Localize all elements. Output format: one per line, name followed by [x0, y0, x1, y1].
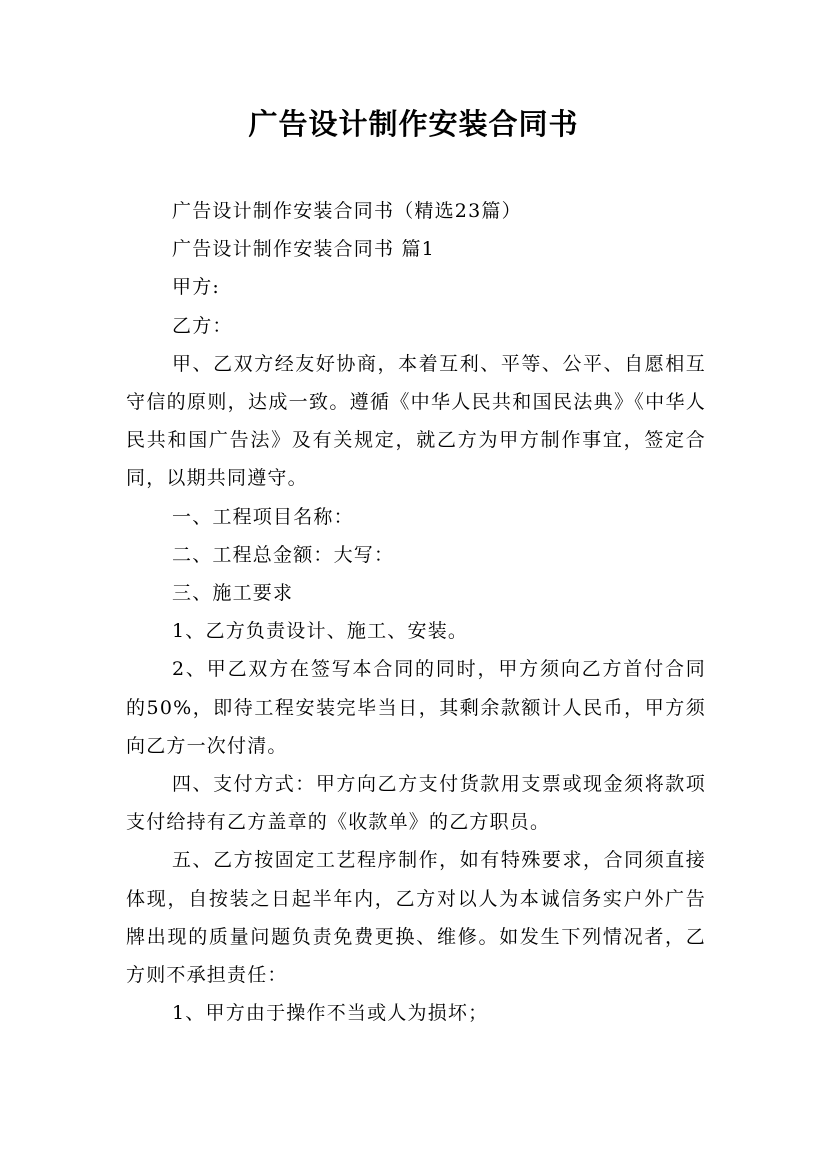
paragraph-section-heading: 广告设计制作安装合同书 篇1: [172, 238, 435, 261]
document-body: [126, 192, 706, 1032]
paragraph-party-a: 甲方:: [172, 276, 221, 299]
paragraph-exception-1: 1、甲方由于操作不当或人为损坏；: [172, 1002, 489, 1025]
document-title: 广告设计制作安装合同书: [248, 107, 579, 141]
paragraph-preamble: 甲、乙双方经友好协商，本着互利、平等、公平、自愿相互守信的原则，达成一致。遵循《中华人民共和国民法典》《中华人民共和国广告法》及有关规定，就乙方为甲方制作事宜，签定合同，以期共同遵守。: [126, 352, 706, 490]
paragraph-total-amount: 二、工程总金额：大写：: [172, 543, 395, 566]
paragraph-subtitle: 广告设计制作安装合同书（精选23篇）: [172, 200, 522, 222]
paragraph-requirement-2: 2、甲乙双方在签写本合同的同时，甲方须向乙方首付合同的50%，即待工程安装完毕当日，其剩余款额计人民币，甲方须向乙方一次付清。: [126, 658, 706, 757]
paragraph-requirement-1: 1、乙方负责设计、施工、安装。: [172, 620, 469, 643]
paragraph-construction-requirements: 三、施工要求: [172, 582, 294, 605]
paragraph-warranty: 五、乙方按固定工艺程序制作，如有特殊要求，合同须直接体现，自按装之日起半年内，乙方对以人为本诚信务实户外广告牌出现的质量问题负责免费更换、维修。如发生下列情况者，乙方则不承担责任：: [126, 849, 706, 987]
paragraph-party-b: 乙方：: [172, 314, 233, 337]
paragraph-payment-method: 四、支付方式：甲方向乙方支付货款用支票或现金须将款项支付给持有乙方盖章的《收款单》的乙方职员。: [126, 773, 706, 834]
paragraph-project-name: 一、工程项目名称：: [172, 505, 354, 528]
